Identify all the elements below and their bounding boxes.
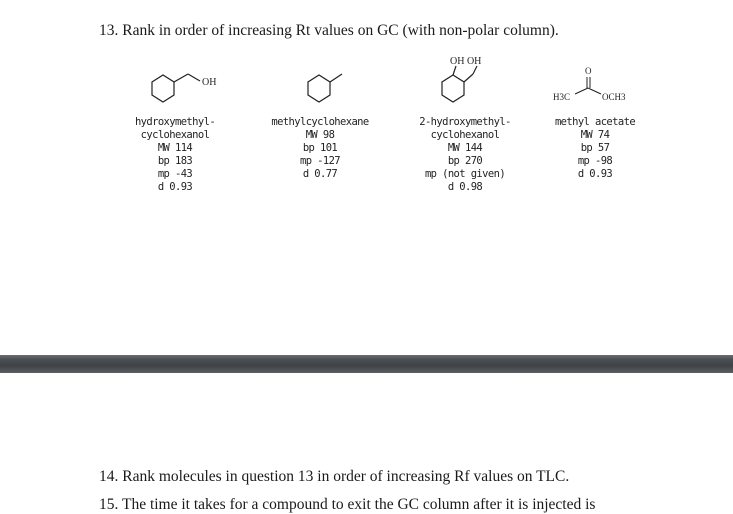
- melting-point: mp -98: [577, 155, 613, 167]
- question-15-partial: 15. The time it takes for a compound to exit the GC column after it is injected is: [99, 496, 596, 513]
- compound-name-line: methyl acetate: [554, 116, 636, 128]
- molecular-weight: MW 74: [580, 129, 610, 141]
- density: d 0.93: [157, 181, 193, 193]
- density: d 0.93: [577, 168, 613, 180]
- density: d 0.77: [302, 168, 338, 180]
- melting-point: mp -127: [299, 155, 341, 167]
- molecular-weight: MW 114: [157, 142, 193, 154]
- boiling-point: bp 101: [302, 142, 338, 154]
- methyl-group-label: H3C: [553, 92, 571, 102]
- structure-2-hydroxymethylcyclohexanol: [405, 52, 525, 110]
- compound-methyl-acetate: [545, 52, 645, 181]
- structure-hydroxymethylcyclohexanol: [120, 52, 230, 110]
- boiling-point: bp 57: [580, 142, 610, 154]
- compound-hydroxymethylcyclohexanol: [120, 52, 230, 194]
- methoxy-group-label: OCH3: [602, 92, 626, 102]
- compound-name-line: 2-hydroxymethyl-: [419, 116, 511, 128]
- oh-oh-label: OH OH: [450, 56, 482, 67]
- density: d 0.98: [447, 181, 483, 193]
- compound-name-line: hydroxymethyl-: [134, 116, 216, 128]
- compound-properties: [120, 116, 230, 194]
- compound-name-line: methylcyclohexane: [271, 116, 369, 128]
- melting-point: mp -43: [157, 168, 193, 180]
- compound-methylcyclohexane: [258, 52, 382, 181]
- compound-2-hydroxymethylcyclohexanol: [405, 52, 525, 194]
- question-13: 13. Rank in order of increasing Rt values on GC (with non-polar column).: [99, 22, 559, 39]
- compound-properties: [545, 116, 645, 181]
- molecular-weight: MW 144: [447, 142, 483, 154]
- molecular-weight: MW 98: [305, 129, 335, 141]
- structure-methylcyclohexane: [258, 52, 382, 110]
- carbonyl-oxygen-label: O: [585, 66, 592, 76]
- structure-methyl-acetate: [545, 52, 645, 110]
- compound-properties: [405, 116, 525, 194]
- oh-label: OH: [202, 77, 217, 88]
- compound-name-line: cyclohexanol: [140, 129, 210, 141]
- compound-name-line: cyclohexanol: [430, 129, 500, 141]
- question-14: 14. Rank molecules in question 13 in order of increasing Rf values on TLC.: [99, 468, 570, 485]
- page-divider: [0, 355, 733, 373]
- document-page-2: [0, 373, 733, 508]
- compound-properties: [258, 116, 382, 181]
- boiling-point: bp 183: [157, 155, 193, 167]
- boiling-point: bp 270: [447, 155, 483, 167]
- melting-point: mp (not given): [424, 168, 506, 180]
